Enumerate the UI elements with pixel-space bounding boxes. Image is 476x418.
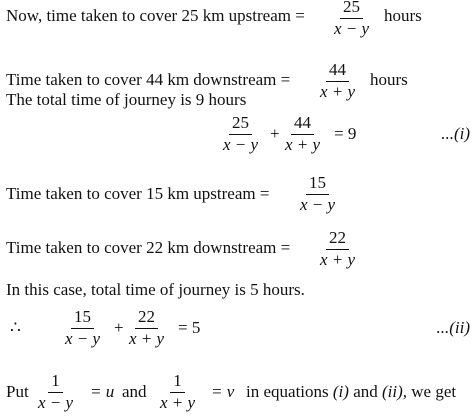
put-fraction-1-over-x-plus-y	[160, 372, 195, 412]
put-equals-v: = v	[211, 382, 235, 401]
unit-hours: hours	[370, 70, 408, 89]
eq1-fraction-25	[223, 114, 258, 154]
eq2-fraction-22	[129, 308, 164, 348]
put-and: and	[122, 382, 147, 401]
text-line-total-9-hours: The total time of journey is 9 hours	[6, 90, 247, 109]
tail-eq-ii: (ii),	[381, 382, 408, 401]
line-text: Time taken to cover 44 km downstream =	[6, 70, 291, 89]
eq1-plus: +	[270, 124, 280, 143]
text-line-upstream-15	[6, 184, 269, 204]
numerator: 15	[71, 308, 94, 329]
text-line-downstream-22	[6, 238, 290, 258]
numerator: 44	[326, 61, 349, 82]
numerator: 15	[306, 174, 329, 195]
line-text: Now, time taken to cover 25 km upstream =	[6, 6, 305, 25]
eq1-rhs: = 9	[334, 124, 357, 143]
fraction-25-over-x-minus-y	[334, 0, 369, 38]
numerator: 22	[326, 229, 349, 250]
tail-text-b: and	[353, 382, 378, 401]
denominator: x + y	[160, 393, 196, 412]
numerator: 1	[48, 372, 63, 393]
numerator: 22	[135, 308, 158, 329]
fraction-44-over-x-plus-y	[320, 61, 355, 101]
text-line-upstream-25	[6, 6, 305, 26]
text-line-downstream-44	[6, 70, 290, 90]
tail-text-a: in equations	[246, 382, 329, 401]
equation-number-ii: ...(ii)	[436, 318, 470, 337]
text-line-total-5-hours: In this case, total time of journey is 5 hours.	[6, 280, 305, 299]
denominator: x − y	[300, 195, 336, 214]
fraction-15-over-x-minus-y	[300, 174, 335, 214]
denominator: x − y	[65, 329, 101, 348]
line-text: Time taken to cover 22 km downstream =	[6, 238, 291, 257]
numerator: 25	[229, 114, 252, 135]
eq2-plus: +	[114, 318, 124, 337]
denominator: x + y	[320, 250, 356, 269]
numerator: 25	[340, 0, 363, 19]
put-fraction-1-over-x-minus-y	[38, 372, 73, 412]
denominator: x − y	[334, 19, 370, 38]
denominator: x − y	[223, 135, 259, 154]
numerator: 44	[291, 114, 314, 135]
denominator: x + y	[320, 82, 356, 101]
unit-hours: hours	[384, 6, 422, 25]
denominator: x + y	[285, 135, 321, 154]
numerator: 1	[170, 372, 185, 393]
put-tail	[246, 382, 456, 402]
put-word: Put	[6, 382, 29, 401]
tail-eq-i: (i)	[332, 382, 349, 401]
eq2-rhs: = 5	[178, 318, 201, 337]
put-equals-u: = u	[90, 382, 115, 401]
therefore-symbol: ∴	[10, 318, 21, 337]
equation-number-i: ...(i)	[441, 124, 470, 143]
denominator: x − y	[38, 393, 74, 412]
denominator: x + y	[129, 329, 165, 348]
tail-text-c: we get	[411, 382, 457, 401]
eq2-fraction-15	[65, 308, 100, 348]
eq1-fraction-44	[285, 114, 320, 154]
fraction-22-over-x-plus-y	[320, 229, 355, 269]
line-text: Time taken to cover 15 km upstream =	[6, 184, 270, 203]
